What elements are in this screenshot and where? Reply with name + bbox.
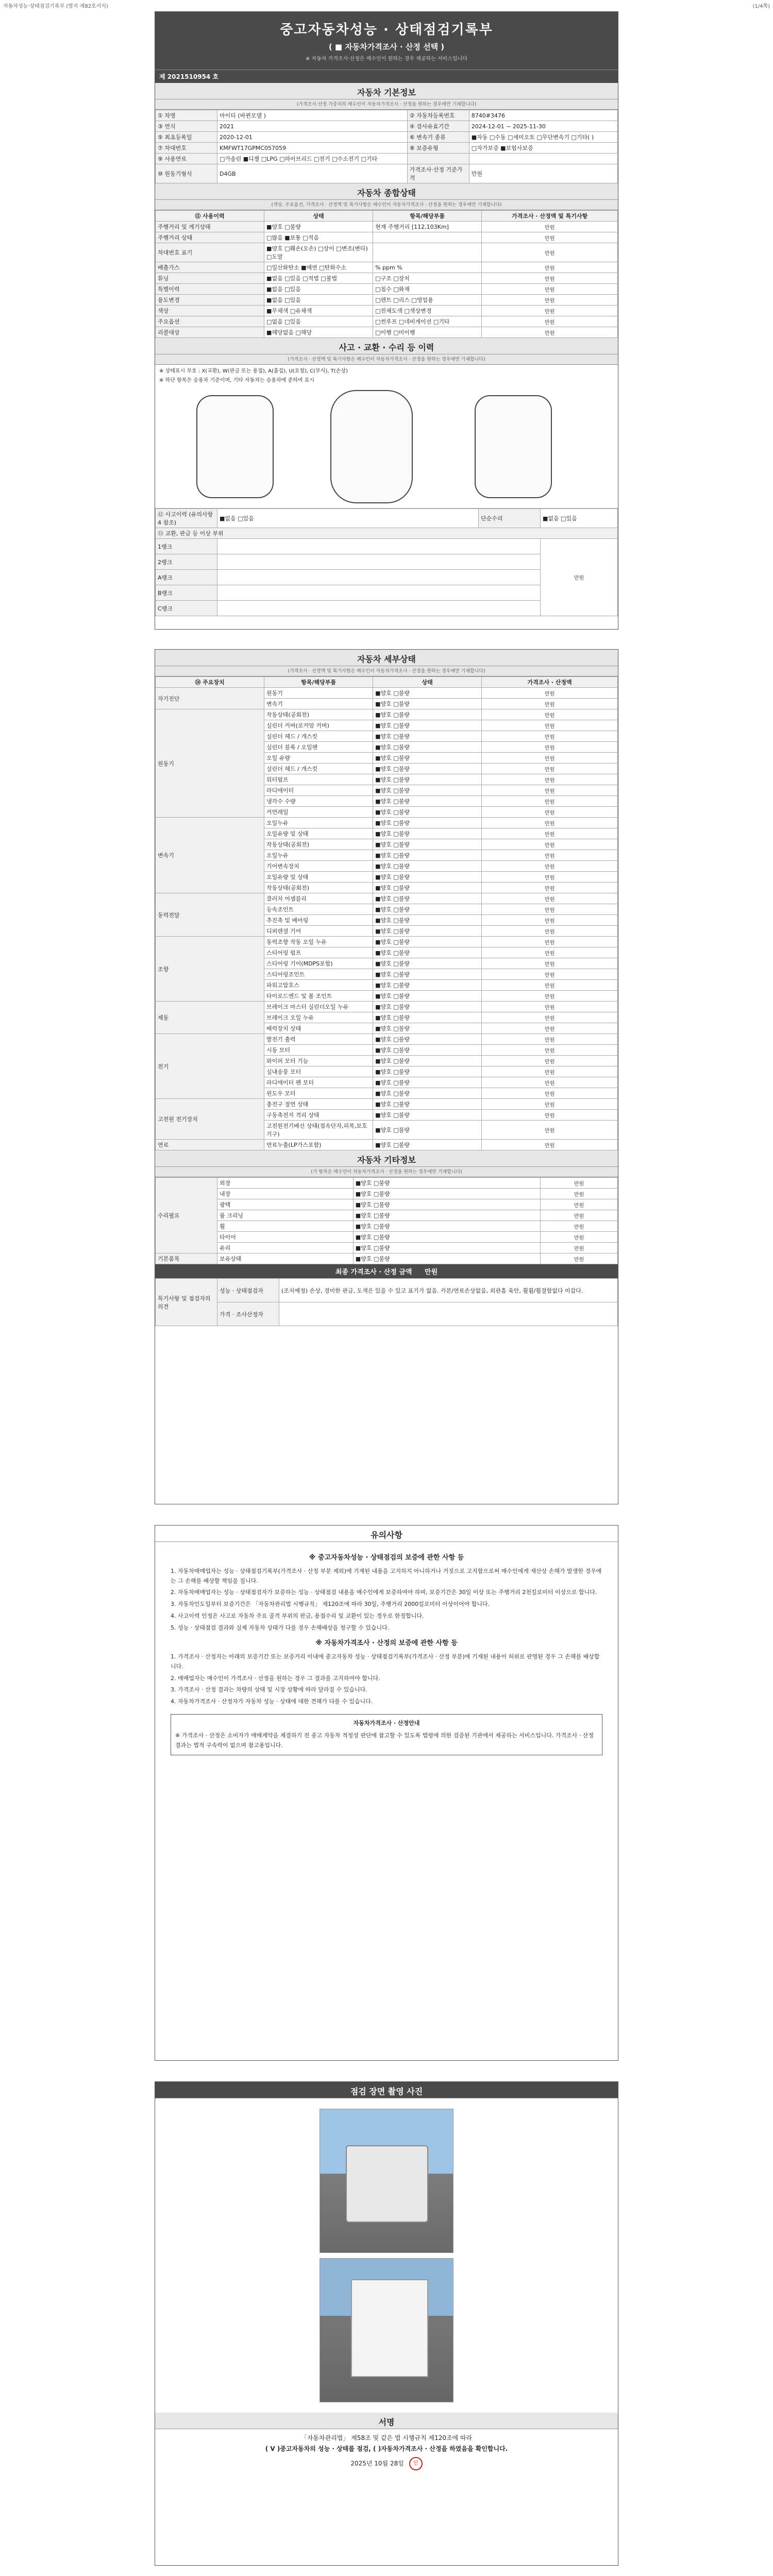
detail-row: 냉각수 수량 ■양호 □불량 만원: [156, 796, 618, 807]
detail-item: 스티어링조인트: [264, 969, 373, 980]
basic-row: [156, 143, 618, 154]
detail-group: 자기진단: [156, 688, 264, 709]
detail-state: ■양호 □불량: [373, 1034, 482, 1045]
final-price: 최종 가격조사 · 산정 금액 만원: [155, 1264, 618, 1278]
detail-item: 시동 모터: [264, 1045, 373, 1056]
basic-label: ④ 검사유효기간: [407, 121, 469, 132]
photos-title: 점검 장면 촬영 사진: [155, 2082, 618, 2098]
notice-paragraph: 4. 사고이력 인정은 사고로 자동차 주요 골격 부위의 판금, 용접수리 및 교환이 있는 경우로 한정합니다.: [171, 1612, 424, 1619]
detail-row: 구동축전지 격리 상태 ■양호 □불량 만원: [156, 1110, 618, 1121]
overall-row: 주행거리 상태 □많음 ■보통 □적음 만원: [156, 232, 618, 243]
basic-value: 2020-12-01: [217, 132, 408, 143]
basic-row: [156, 132, 618, 143]
detail-row: 타이로드엔드 및 볼 조인트 ■양호 □불량 만원: [156, 991, 618, 1002]
car-top-view: [330, 390, 413, 503]
detail-state: ■양호 □불량: [373, 926, 482, 937]
accident-table: ⑫ 사고이력 (유의사항 4 참조) ■없음 □있음 단순수리 ■없음 □있음 ⑬ 교환, 판금 등 이상 부위 1랭크 만원 2랭크 A랭크 B랭크 C랭크: [155, 509, 618, 616]
detail-state: ■양호 □불량: [373, 1023, 482, 1034]
detail-row: 추진축 및 베어링 ■양호 □불량 만원: [156, 915, 618, 926]
detail-row: 조향 동력조향 작동 오일 누유 ■양호 □불량 만원: [156, 937, 618, 947]
simple-repair-value: ■없음 □있음: [541, 509, 618, 528]
detail-state: ■양호 □불량: [373, 1140, 482, 1150]
detail-item: 라디에이터 팬 모터: [264, 1077, 373, 1088]
basic-value: □가솔린 ■디젤 □LPG □하이브리드 □전기 □수소전기 □기타: [217, 154, 408, 164]
overall-row: 배출가스 □일산화탄소 ■매연 □탄화수소 % ppm % 만원: [156, 262, 618, 273]
basic-value: KMFWT17GPMC057059: [217, 143, 408, 154]
basic-label: ① 차명: [156, 110, 217, 121]
notice-paragraph: 2. 매매업자는 매수인이 가격조사 · 산정을 원하는 경우 그 결과를 고지하여야 합니다.: [171, 1674, 380, 1682]
detail-state: ■양호 □불량: [373, 915, 482, 926]
car-right-view: [475, 395, 552, 498]
detail-item: 구동축전지 격리 상태: [264, 1110, 373, 1121]
detail-item: 냉각수 수량: [264, 796, 373, 807]
detail-state: ■양호 □불량: [373, 699, 482, 709]
detail-item: 브레이크 오일 누유: [264, 1012, 373, 1023]
detail-item: 변속기: [264, 699, 373, 709]
detail-group: 전기: [156, 1034, 264, 1099]
detail-state: ■양호 □불량: [373, 807, 482, 818]
basic-value: 8740#3476: [469, 110, 617, 121]
detail-state: ■양호 □불량: [373, 774, 482, 785]
detail-row: 디퍼렌셜 기어 ■양호 □불량 만원: [156, 926, 618, 937]
detail-row: 제동 브레이크 마스터 실린더오일 누유 ■양호 □불량 만원: [156, 1002, 618, 1012]
print-header: [0, 0, 773, 9]
basic-label: ⑧ 보증유형: [407, 143, 469, 154]
signature-area: 「자동차관리법」 제58조 및 같은 법 시행규칙 제120조에 따라 ( V )중고자동차의 성능 · 상태를 점검, ( )자동차가격조사 · 산정을 하였음을 확인합니다. 2025년 10월 28일 인: [155, 2429, 618, 2475]
detail-item: 오일누유: [264, 850, 373, 861]
basic-label: ⑩ 원동기형식: [156, 164, 217, 183]
photos-area: [155, 2098, 618, 2413]
detail-item: 원동기: [264, 688, 373, 699]
detail-item: 클러치 어셈블리: [264, 893, 373, 904]
basic-row: [156, 121, 618, 132]
detail-row: 커먼레일 ■양호 □불량 만원: [156, 807, 618, 818]
overall-row: 튜닝 ■없음 □있음 □적법 □불법 □구조 □장치 만원: [156, 273, 618, 284]
document-note: ※ 자동차 가격조사·산정은 매수인이 원하는 경우 제공하는 서비스입니다: [306, 56, 467, 62]
detail-group: 조향: [156, 937, 264, 1002]
detail-row: 오일유량 및 상태 ■양호 □불량 만원: [156, 872, 618, 883]
overall-row: 차대번호 표기 ■양호 □훼손(오손) □상이 □변조(변타) □도말 만원: [156, 243, 618, 262]
detail-item: 실린더 블록 / 오일팬: [264, 742, 373, 753]
overall-head: ⑪ 사용이력 상태 항목/해당부품 가격조사 · 산정액 및 특기사항: [156, 211, 618, 222]
detail-state: ■양호 □불량: [373, 980, 482, 991]
detail-head: ⑭ 주요장치 항목/해당부품 상태 가격조사 · 산정액: [156, 677, 618, 688]
detail-group: 원동기: [156, 709, 264, 818]
seal-stamp: 인: [409, 2457, 423, 2470]
accident-history-value: ■없음 □있음: [217, 509, 479, 528]
detail-state: ■양호 □불량: [373, 1002, 482, 1012]
accident-legend: ※ 상태표시 부호 : X(교환), W(판금 또는 용접), A(흠집), U(요철), C(부식), T(손상): [159, 368, 348, 374]
basic-info-note: (가격조사·산정 가중치의 매수인이 자동차가격조사 · 산정을 원하는 경우에만 기재합니다): [155, 99, 618, 110]
parts-label: ⑬ 교환, 판금 등 이상 부위: [156, 528, 618, 539]
basic-value: ■자동 □수동 □세미오토 □무단변속기 □기타( ): [469, 132, 617, 143]
detail-row: 자기진단 원동기 ■양호 □불량 만원: [156, 688, 618, 699]
notice-paragraph: 1. 가격조사 · 산정자는 아래의 보증기간 또는 보증거리 이내에 중고자동차 성능 · 상태점검기록부(가격조사 · 산정 부분)에 기재된 내용이 허위로 판명된 경우 그 손해를 배상합니다.: [171, 1653, 600, 1670]
detail-row: 오일누유 ■양호 □불량 만원: [156, 850, 618, 861]
detail-state: ■양호 □불량: [373, 991, 482, 1002]
detail-note: (가격조사 · 산정액 및 특기사항은 매수인이 자동차가격조사 · 산정을 원하는 경우에만 기재합니다): [155, 666, 618, 676]
other-table: [155, 1177, 618, 1264]
detail-item: 실린더 헤드 / 개스킷: [264, 731, 373, 742]
detail-state: ■양호 □불량: [373, 688, 482, 699]
detail-group: 고전원 전기장치: [156, 1099, 264, 1140]
detail-group: 제동: [156, 1002, 264, 1034]
detail-item: 배력장치 상태: [264, 1023, 373, 1034]
detail-row: 전기 발전기 출력 ■양호 □불량 만원: [156, 1034, 618, 1045]
notice-paragraph: 3. 가격조사 · 산정 결과는 차량의 상태 및 시장 상황에 따라 달라질 수 있습니다.: [171, 1686, 367, 1693]
overall-title: 자동차 종합상태: [155, 183, 618, 200]
basic-value: D4GB: [217, 164, 408, 183]
detail-state: ■양호 □불량: [373, 850, 482, 861]
special-label: 특기사항 및 점검자의 의견: [156, 1279, 217, 1326]
overall-note: (색상, 주요옵션, 가격조사 · 산정액 및 특기사항은 매수인이 자동차가격조사 · 산정을 원하는 경우에만 기재합니다): [155, 200, 618, 210]
other-row: 룸 크리닝 ■양호 □불량 만원: [156, 1210, 618, 1221]
detail-state: ■양호 □불량: [373, 742, 482, 753]
detail-row: 기어변속장치 ■양호 □불량 만원: [156, 861, 618, 872]
page-1: [155, 11, 618, 630]
inspector-opinion: (조치예정) 손상, 경미한 판금, 도색은 있을 수 있고 표기가 없음. 카본/연료손상없음, 외관흠 육안, 휠휨/휠결함없다 미갑다.: [279, 1279, 618, 1302]
detail-row: 스티어링조인트 ■양호 □불량 만원: [156, 969, 618, 980]
overall-row: 리콜대상 ■해당없음 □해당 □이행 □미이행 만원: [156, 327, 618, 338]
detail-row: 파워고압호스 ■양호 □불량 만원: [156, 980, 618, 991]
document-title: 중고자동차성능 · 상태점검기록부: [280, 22, 493, 38]
notice-paragraph: 5. 성능 · 상태점검 결과와 실제 자동차 상태가 다를 경우 손해배상을 청구할 수 있습니다.: [171, 1624, 390, 1631]
detail-row: 변속기 ■양호 □불량 만원: [156, 699, 618, 709]
detail-table: [155, 676, 618, 1150]
detail-item: 커먼레일: [264, 807, 373, 818]
basic-value: 2024-12-01 ~ 2025-11-30: [469, 121, 617, 132]
detail-state: ■양호 □불량: [373, 731, 482, 742]
other-row: 기본품목 보유상태 ■양호 □불량 만원: [156, 1253, 618, 1264]
detail-row: 실린더 헤드 / 개스킷 ■양호 □불량 만원: [156, 731, 618, 742]
detail-state: ■양호 □불량: [373, 861, 482, 872]
detail-state: ■양호 □불량: [373, 785, 482, 796]
notice-info-box: 자동차가격조사 · 산정안내 ※ 가격조사 · 산정은 소비자가 매매계약을 체결하기 전 중고 자동차 적정성 판단에 참고할 수 있도록 법령에 의한 검증된 기관에서 제공하는 서비스입니다. 가격조사 · 산정 결과는 법적 구속력이 없으며 참고용입니다.: [171, 1714, 602, 1755]
detail-row: 연료 연료누출(LP가스포함) ■양호 □불량 만원: [156, 1140, 618, 1150]
detail-item: 실린더 커버(로커암 커버): [264, 720, 373, 731]
detail-row: 작동상태(공회전) ■양호 □불량 만원: [156, 883, 618, 893]
basic-value: 2021: [217, 121, 408, 132]
other-row: 휠 ■양호 □불량 만원: [156, 1221, 618, 1232]
detail-item: 타이로드엔드 및 볼 조인트: [264, 991, 373, 1002]
print-header-right: (1/4쪽): [752, 4, 770, 9]
print-header-left: 자동차성능·상태점검기록부 (별지 제82호서식): [3, 4, 108, 9]
basic-label: ⑤ 최초등록일: [156, 132, 217, 143]
detail-row: 실린더 커버(로커암 커버) ■양호 □불량 만원: [156, 720, 618, 731]
basic-info-title: 자동차 기본정보: [155, 83, 618, 99]
detail-item: 충전구 절연 상태: [264, 1099, 373, 1110]
simple-repair-label: 단순수리: [479, 509, 541, 528]
detail-item: 작동상태(공회전): [264, 709, 373, 720]
detail-item: 등속조인트: [264, 904, 373, 915]
detail-row: 고전원전기배선 상태(접속단자,피복,보호기구) ■양호 □불량 만원: [156, 1121, 618, 1140]
accident-title: 사고 · 교환 · 수리 등 이력: [155, 338, 618, 354]
detail-row: 고전원 전기장치 충전구 절연 상태 ■양호 □불량 만원: [156, 1099, 618, 1110]
basic-row: [156, 154, 618, 164]
inspection-photo-front: [320, 2109, 453, 2253]
overall-row: 용도변경 ■없음 □있음 □렌트 □리스 □영업용 만원: [156, 295, 618, 306]
detail-state: ■양호 □불량: [373, 883, 482, 893]
detail-state: ■양호 □불량: [373, 764, 482, 774]
detail-group: 동력전달: [156, 893, 264, 937]
detail-item: 스티어링 기어(MDPS포함): [264, 958, 373, 969]
detail-state: ■양호 □불량: [373, 1121, 482, 1140]
detail-state: ■양호 □불량: [373, 872, 482, 883]
detail-row: 시동 모터 ■양호 □불량 만원: [156, 1045, 618, 1056]
detail-state: ■양호 □불량: [373, 1012, 482, 1023]
other-row: 타이어 ■양호 □불량 만원: [156, 1232, 618, 1243]
basic-label: ③ 연식: [156, 121, 217, 132]
notice-body: ※ 중고자동차성능 · 상태점검의 보증에 관한 사항 등 1. 자동차매매업자는 성능 · 상태점검기록부(가격조사 · 산정 부분 제외)에 기재된 내용을 고지하지 아니하거나 거짓으로 고지함으로써 매수인에게 재산상 손해가 발생한 경우에는 그 손해를 배상할 책임을 집니다. 2. 자동차매매업자는 성능 · 상태점검자가 보증하는 성능 · 상태점검 내용을 매수인에게 보증하여야 하며, 보증기간은 30일 이상 또는 주행거리 2천킬로미터 이상으로 합니다. 3. 자동차인도일부터 보증기간은 「자동차관리법 시행규칙」 제120조에 따라 30일, 주행거리 2000킬로미터 이상이어야 합니다. 4. 사고이력 인정은 사고로 자동차 주요 골격 부위의 판금, 용접수리 및 교환이 있는 경우로 한정합니다. 5. 성능 · 상태점검 결과와 실제 자동차 상태가 다를 경우 손해배상을 청구할 수 있습니다. ※ 자동차가격조사 · 산정의 보증에 관한 사항 등 1. 가격조사 · 산정자는 아래의 보증기간 또는 보증거리 이내에 중고자동차 성능 · 상태점검기록부(가격조사 · 산정 부분)에 기재된 내용이 허위로 판명된 경우 그 손해를 배상합니다. 2. 매매업자는 매수인이 가격조사 · 산정을 원하는 경우 그 결과를 고지하여야 합니다. 3. 가격조사 · 산정 결과는 차량의 상태 및 시장 상황에 따라 달라질 수 있습니다. 4. 자동차가격조사 · 산정자가 자동차 성능 · 상태에 대한 견해가 다를 수 있습니다. 자동차가격조사 · 산정안내 ※ 가격조사 · 산정은 소비자가 매매계약을 체결하기 전 중고 자동차 적정성 판단에 참고할 수 있도록 법령에 의한 검증된 기관에서 제공하는 서비스입니다. 가격조사 · 산정 결과는 법적 구속력이 없으며 참고용입니다.: [155, 1542, 618, 1760]
detail-state: ■양호 □불량: [373, 937, 482, 947]
other-row: 수리필요 외장 ■양호 □불량 만원: [156, 1178, 618, 1189]
detail-item: 라디에이터: [264, 785, 373, 796]
detail-row: 실내송풍 모터 ■양호 □불량 만원: [156, 1066, 618, 1077]
signature-date: 2025년 10월 28일: [350, 2460, 404, 2467]
signature-title: 서명: [155, 2413, 618, 2429]
basic-value: 만원: [469, 164, 617, 183]
detail-row: 라디에이터 팬 모터 ■양호 □불량 만원: [156, 1077, 618, 1088]
detail-state: ■양호 □불량: [373, 796, 482, 807]
detail-item: 윈도우 모터: [264, 1088, 373, 1099]
detail-state: ■양호 □불량: [373, 958, 482, 969]
basic-label: [407, 154, 469, 164]
detail-row: 오일 유량 ■양호 □불량 만원: [156, 753, 618, 764]
overall-row: 특별이력 ■없음 □있음 □침수 □화재 만원: [156, 284, 618, 295]
notice-paragraph: 3. 자동차인도일부터 보증기간은 「자동차관리법 시행규칙」 제120조에 따라 30일, 주행거리 2000킬로미터 이상이어야 합니다.: [171, 1601, 490, 1608]
document-number: 제 2021510954 호: [155, 70, 618, 83]
other-row: 유리 ■양호 □불량 만원: [156, 1243, 618, 1253]
detail-item: 스티어링 펌프: [264, 947, 373, 958]
notice-title: 유의사항: [155, 1526, 618, 1542]
document-header: [155, 12, 618, 70]
detail-row: 배력장치 상태 ■양호 □불량 만원: [156, 1023, 618, 1034]
overall-row: 색상 ■무채색 □유채색 □전체도색 □색상변경 만원: [156, 306, 618, 316]
basic-value: [469, 154, 617, 164]
detail-item: 실내송풍 모터: [264, 1066, 373, 1077]
detail-item: 작동상태(공회전): [264, 839, 373, 850]
accident-note: (가격조사 · 산정액 및 특기사항은 매수인이 자동차가격조사 · 산정을 원하는 경우에만 기재합니다): [155, 354, 618, 365]
detail-row: 변속기 오일누유 ■양호 □불량 만원: [156, 818, 618, 828]
detail-item: 브레이크 마스터 실린더오일 누유: [264, 1002, 373, 1012]
detail-item: 고전원전기배선 상태(접속단자,피복,보호기구): [264, 1121, 373, 1140]
detail-group: 연료: [156, 1140, 264, 1150]
detail-row: 워터펌프 ■양호 □불량 만원: [156, 774, 618, 785]
detail-state: ■양호 □불량: [373, 818, 482, 828]
detail-row: 오일유량 및 상태 ■양호 □불량 만원: [156, 828, 618, 839]
detail-state: ■양호 □불량: [373, 828, 482, 839]
detail-item: 작동상태(공회전): [264, 883, 373, 893]
inspection-photo-rear: [320, 2258, 453, 2402]
basic-label: ② 자동차등록번호: [407, 110, 469, 121]
truck-rear-shape: [351, 2279, 428, 2377]
detail-state: ■양호 □불량: [373, 753, 482, 764]
detail-item: 실린더 헤드 / 개스킷: [264, 764, 373, 774]
detail-row: 동력전달 클러치 어셈블리 ■양호 □불량 만원: [156, 893, 618, 904]
document-number-value: 2021510954: [167, 73, 211, 80]
page-4: [155, 2081, 618, 2566]
detail-item: 디퍼렌셜 기어: [264, 926, 373, 937]
overall-row: 주요옵션 □없음 □있음 □썬루프 □네비게이션 □기타 만원: [156, 316, 618, 327]
accident-history-label: ⑫ 사고이력 (유의사항 4 참조): [156, 509, 217, 528]
detail-state: ■양호 □불량: [373, 1045, 482, 1056]
detail-state: ■양호 □불량: [373, 1056, 482, 1066]
detail-item: 연료누출(LP가스포함): [264, 1140, 373, 1150]
accident-legend-2: ※ 하단 항목은 승용차 기준이며, 기타 자동차는 승용차에 준하여 표시: [159, 378, 314, 383]
detail-row: 와이퍼 모터 기능 ■양호 □불량 만원: [156, 1056, 618, 1066]
detail-row: 브레이크 오일 누유 ■양호 □불량 만원: [156, 1012, 618, 1023]
overall-row: 주행거리 및 계기상태 ■양호 □불량 현재 주행거리 [112,103Km] 만원: [156, 222, 618, 232]
car-diagram: [155, 385, 618, 509]
basic-value: □자가보증 ■보험사보증: [469, 143, 617, 154]
detail-title: 자동차 세부상태: [155, 650, 618, 666]
basic-value: 마이티 (바뀐모델 ): [217, 110, 408, 121]
detail-state: ■양호 □불량: [373, 1077, 482, 1088]
detail-row: 스티어링 펌프 ■양호 □불량 만원: [156, 947, 618, 958]
page-3: [155, 1525, 618, 2061]
detail-state: ■양호 □불량: [373, 720, 482, 731]
notice-paragraph: 1. 자동차매매업자는 성능 · 상태점검기록부(가격조사 · 산정 부분 제외)에 기재된 내용을 고지하지 아니하거나 거짓으로 고지함으로써 매수인에게 재산상 손해가 발생한 경우에는 그 손해를 배상할 책임을 집니다.: [171, 1568, 602, 1584]
detail-row: 작동상태(공회전) ■양호 □불량 만원: [156, 839, 618, 850]
detail-row: 원동기 작동상태(공회전) ■양호 □불량 만원: [156, 709, 618, 720]
detail-state: ■양호 □불량: [373, 893, 482, 904]
detail-item: 워터펌프: [264, 774, 373, 785]
special-table: 특기사항 및 점검자의 의견 성능 · 상태점검자 (조치예정) 손상, 경미한 판금, 도색은 있을 수 있고 표기가 없음. 카본/연료손상없음, 외관흠 육안, 휠휨/휠결함없다 미갑다. 가격 · 조사산정자: [155, 1278, 618, 1326]
detail-row: 등속조인트 ■양호 □불량 만원: [156, 904, 618, 915]
document-subtitle: ( ■ 자동차가격조사 · 산정 선택 ): [328, 42, 445, 52]
detail-state: ■양호 □불량: [373, 709, 482, 720]
basic-row: [156, 164, 618, 183]
basic-label: ⑥ 변속기 종류: [407, 132, 469, 143]
detail-row: 윈도우 모터 ■양호 □불량 만원: [156, 1088, 618, 1099]
detail-item: 오일누유: [264, 818, 373, 828]
detail-state: ■양호 □불량: [373, 1088, 482, 1099]
detail-state: ■양호 □불량: [373, 947, 482, 958]
overall-table: [155, 210, 618, 338]
other-row: 내장 ■양호 □불량 만원: [156, 1189, 618, 1199]
basic-info-table: [155, 110, 618, 183]
detail-row: 실린더 블록 / 오일팬 ■양호 □불량 만원: [156, 742, 618, 753]
detail-group: 변속기: [156, 818, 264, 893]
detail-item: 추진축 및 베어링: [264, 915, 373, 926]
basic-label: 가격조사·산정 기준가격: [407, 164, 469, 183]
basic-label: ⑦ 차대번호: [156, 143, 217, 154]
page-2: [155, 649, 618, 1504]
basic-label: ⑨ 사용연료: [156, 154, 217, 164]
detail-item: 오일유량 및 상태: [264, 872, 373, 883]
truck-front-shape: [346, 2145, 428, 2223]
other-title: 자동차 기타정보: [155, 1150, 618, 1167]
detail-item: 오일유량 및 상태: [264, 828, 373, 839]
other-note: (가 항목은 매수인이 자동차가격조사 · 산정을 원하는 경우에만 기재합니다): [155, 1167, 618, 1177]
detail-state: ■양호 □불량: [373, 1110, 482, 1121]
basic-row: [156, 110, 618, 121]
detail-item: 오일 유량: [264, 753, 373, 764]
detail-state: ■양호 □불량: [373, 969, 482, 980]
detail-row: 스티어링 기어(MDPS포함) ■양호 □불량 만원: [156, 958, 618, 969]
car-left-view: [196, 395, 274, 498]
detail-item: 와이퍼 모터 기능: [264, 1056, 373, 1066]
detail-item: 파워고압호스: [264, 980, 373, 991]
detail-state: ■양호 □불량: [373, 1099, 482, 1110]
detail-row: 실린더 헤드 / 개스킷 ■양호 □불량 만원: [156, 764, 618, 774]
detail-item: 발전기 출력: [264, 1034, 373, 1045]
detail-state: ■양호 □불량: [373, 904, 482, 915]
detail-item: 기어변속장치: [264, 861, 373, 872]
detail-state: ■양호 □불량: [373, 1066, 482, 1077]
notice-paragraph: 4. 자동차가격조사 · 산정자가 자동차 성능 · 상태에 대한 견해가 다를 수 있습니다.: [171, 1698, 373, 1705]
detail-item: 동력조향 작동 오일 누유: [264, 937, 373, 947]
other-row: 광택 ■양호 □불량 만원: [156, 1199, 618, 1210]
detail-state: ■양호 □불량: [373, 839, 482, 850]
detail-row: 라디에이터 ■양호 □불량 만원: [156, 785, 618, 796]
notice-paragraph: 2. 자동차매매업자는 성능 · 상태점검자가 보증하는 성능 · 상태점검 내용을 매수인에게 보증하여야 하며, 보증기간은 30일 이상 또는 주행거리 2천킬로미터 이상으로 합니다.: [171, 1589, 597, 1596]
